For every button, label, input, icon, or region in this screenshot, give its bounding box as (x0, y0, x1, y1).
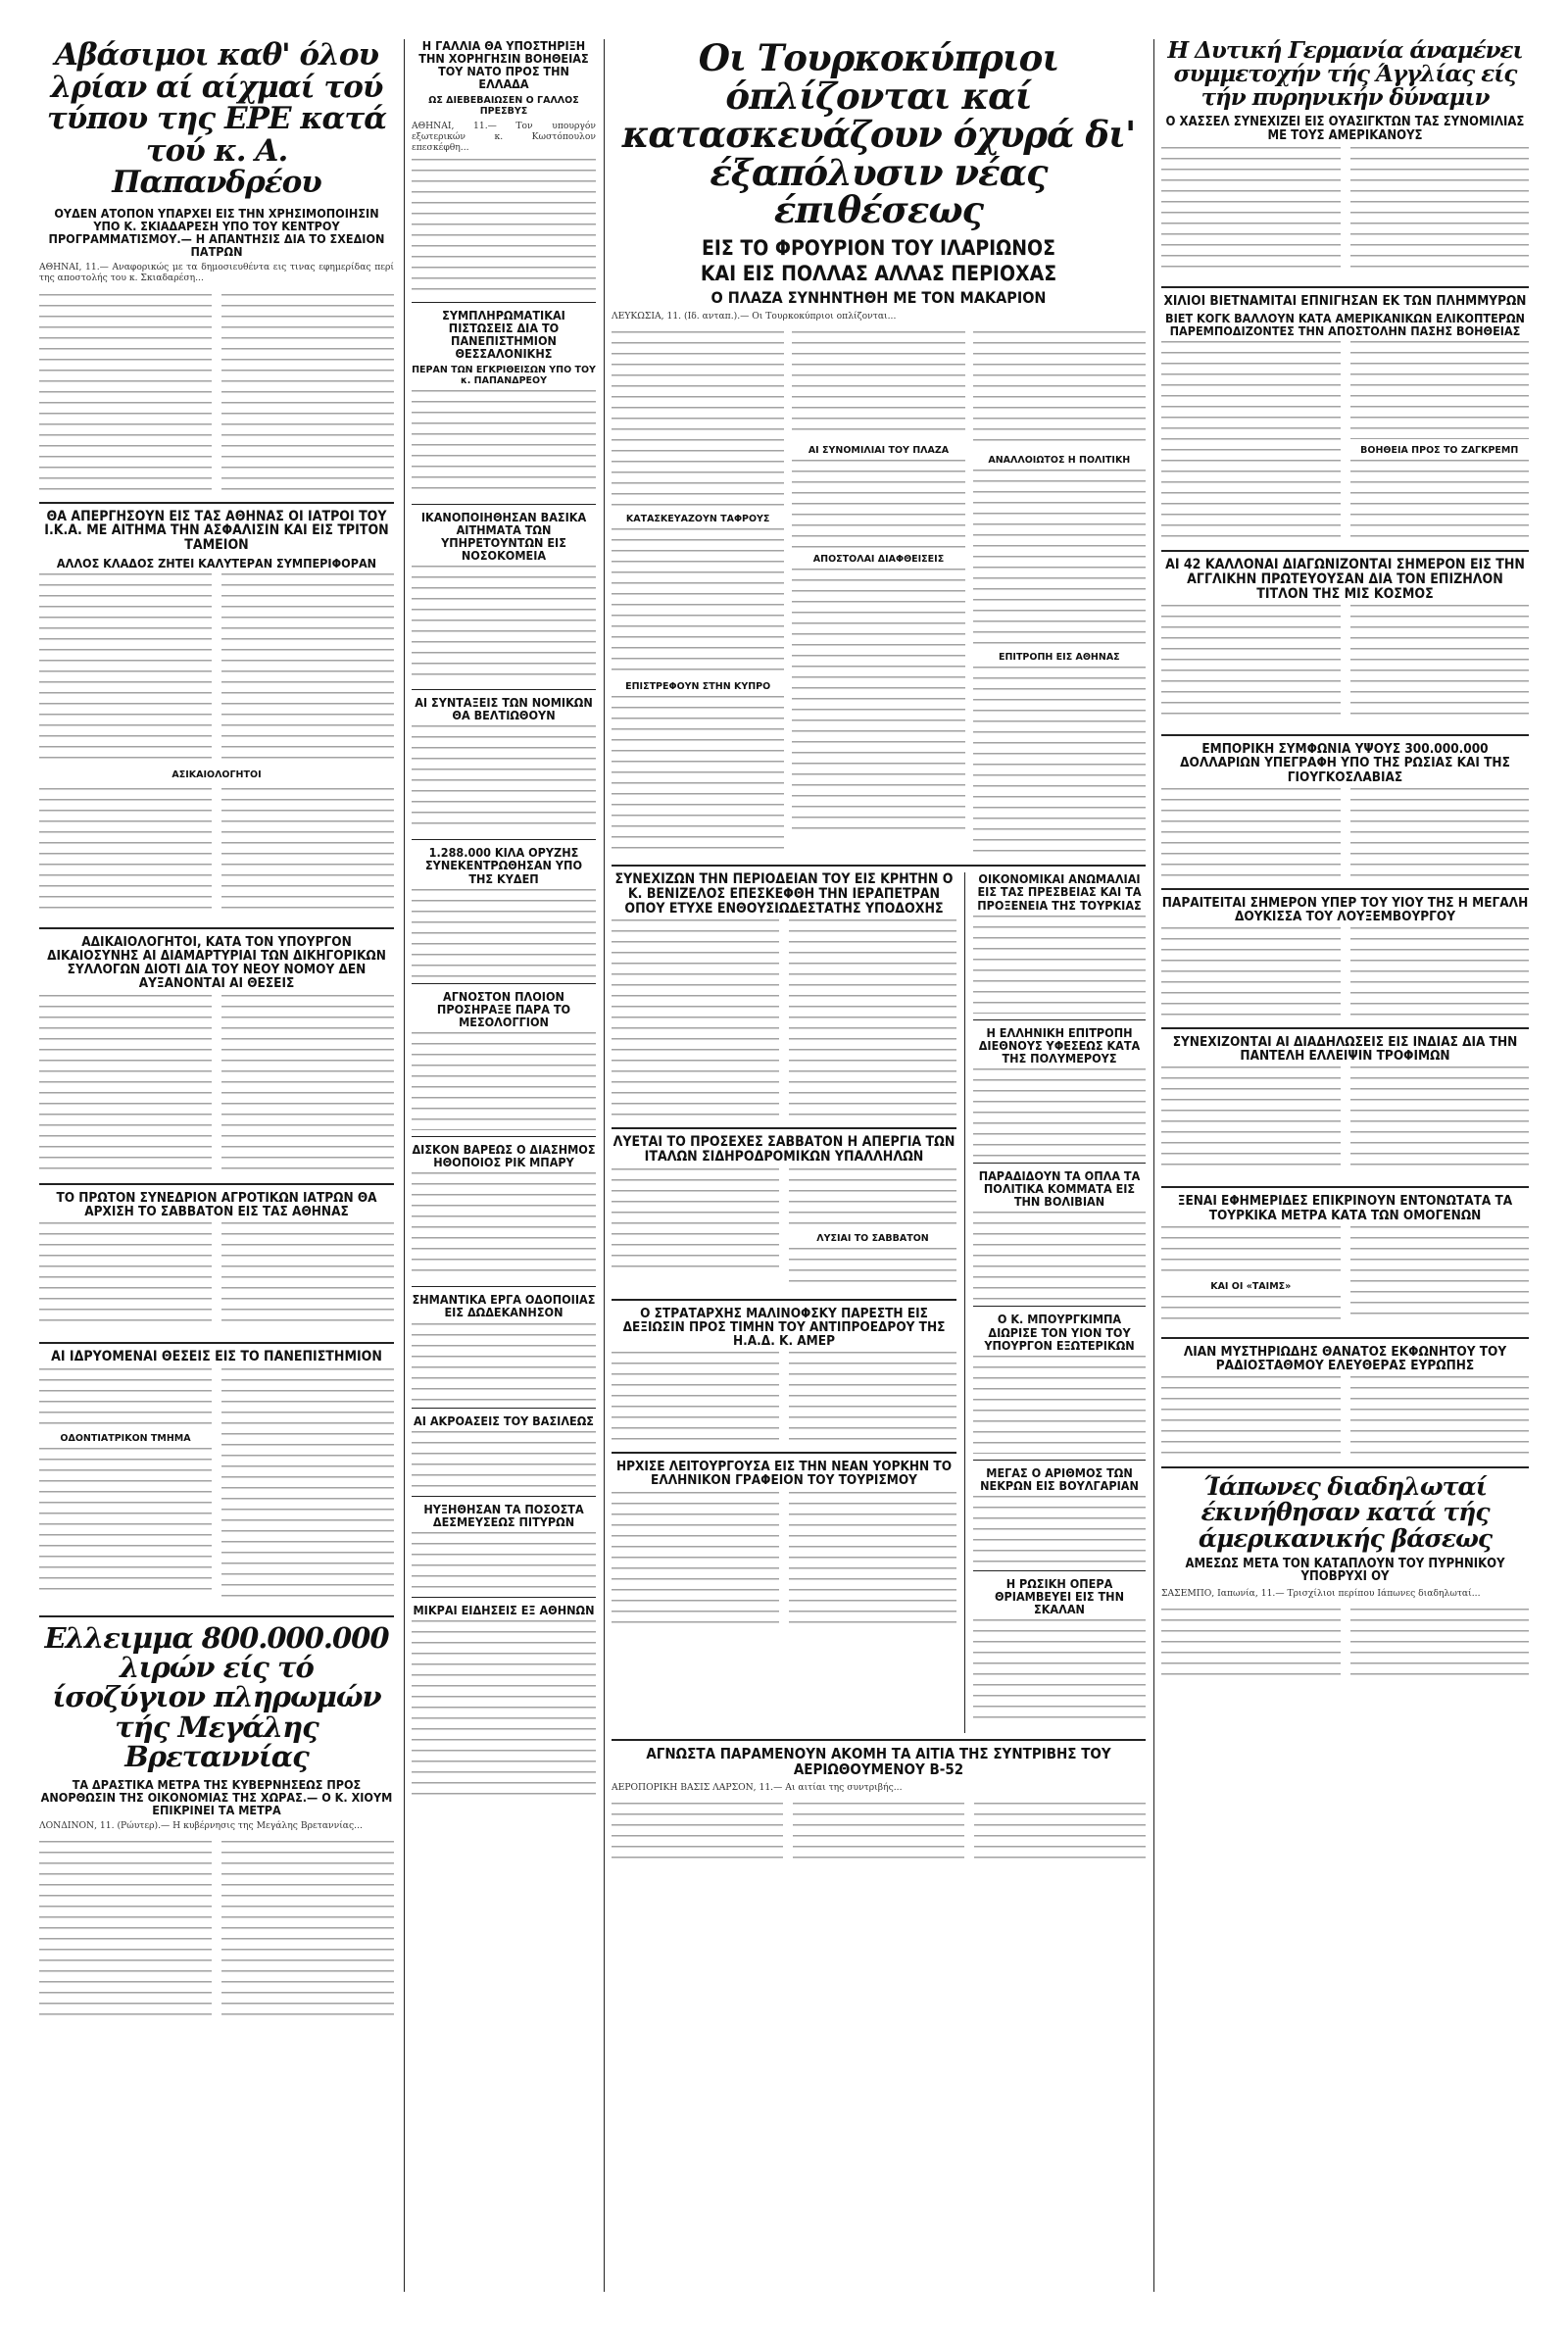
article-ere (39, 39, 394, 496)
headline-vietnam: ΧΙΛΙΟΙ ΒΙΕΤΝΑΜΙΤΑΙ ΕΠΝΙΓΗΣΑΝ ΕΚ ΤΩΝ ΠΛΗΜΜΥΡΩΝ (1163, 292, 1527, 309)
body-text (1350, 1609, 1530, 1677)
section-tag: ΑΣΙΚΑΙΟΛΟΓΗΤΟΙ (172, 769, 262, 780)
headline-radio: ΛΙΑΝ ΜΥΣΤΗΡΙΩΔΗΣ ΘΑΝΑΤΟΣ ΕΚΦΩΝΗΤΟΥ ΤΟΥ ΡΑΔΙΟΣΤΑΘΜΟΥ ΕΛΕΥΘΕΡΑΣ ΕΥΡΩΠΗΣ (1183, 1343, 1507, 1373)
body-text (1161, 341, 1341, 537)
section-tag: ΛΥΣΙΑΙ ΤΟ ΣΑΒΒΑΤΟΝ (816, 1232, 929, 1244)
article-press-turkey (1161, 1194, 1529, 1330)
body-text (412, 889, 596, 977)
article-trade (1161, 742, 1529, 882)
body-text (1350, 341, 1530, 439)
body-text (39, 788, 212, 916)
article-thessaloniki (412, 309, 596, 498)
body-text (1350, 605, 1530, 722)
headline-malinovsky: Ο ΣΤΡΑΤΑΡΧΗΣ ΜΑΛΙΝΟΦΣΚΥ ΠΑΡΕΣΤΗ ΕΙΣ ΔΕΞΙΩΣΙΝ ΠΡΟΣ ΤΙΜΗΝ ΤΟΥ ΑΝΤΙΠΡΟΕΔΡΟΥ ΤΗΣ Η.Α.Δ. Κ. ΑΜΕΡ (622, 1305, 946, 1350)
headline-b52: ΑΓΝΩΣΤΑ ΠΑΡΑΜΕΝΟΥΝ ΑΚΟΜΗ ΤΑ ΑΙΤΙΑ ΤΗΣ ΣΥΝΤΡΙΒΗΣ ΤΟΥ ΑΕΡΙΩΘΟΥΜΕΝΟΥ Β-52 (646, 1745, 1111, 1779)
body-text (973, 1496, 1146, 1564)
body-text (412, 1172, 596, 1280)
column-left (39, 39, 394, 2292)
headline-tourism: ΗΡΧΙΣΕ ΛΕΙΤΟΥΡΓΟΥΣΑ ΕΙΣ ΤΗΝ ΝΕΑΝ ΥΟΡΚΗΝ ΤΟ ΕΛΛΗΝΙΚΟΝ ΓΡΑΦΕΙΟΝ ΤΟΥ ΤΟΥΡΙΣΜΟΥ (615, 1459, 953, 1489)
article-hospitals (412, 511, 596, 684)
article-bourguiba (973, 1313, 1146, 1453)
section-tag: ΑΠΟΣΤΟΛΑΙ ΔΙΑΦΘΕΙΣΕΙΣ (812, 554, 945, 566)
article-rice (412, 846, 596, 976)
article-roads (412, 1293, 596, 1401)
subhead-france: ΩΣ ΔΙΕΒΕΒΑΙΩΣΕΝ Ο ΓΑΛΛΟΣ ΠΡΕΣΒΥΣ (428, 94, 579, 117)
body-text (793, 1803, 964, 1861)
headline-doctors: ΤΟ ΠΡΩΤΟΝ ΣΥΝΕΔΡΙΟΝ ΑΓΡΟΤΙΚΩΝ ΙΑΤΡΩΝ ΘΑ ΑΡΧΙΣΗ ΤΟ ΣΑΒΒΑΤΟΝ ΕΙΣ ΤΑΣ ΑΘΗΝΑΣ (56, 1189, 377, 1219)
body-text (1161, 605, 1341, 722)
headline-india: ΣΥΝΕΧΙΖΟΝΤΑΙ ΑΙ ΔΙΑΔΗΛΩΣΕΙΣ ΕΙΣ ΙΝΔΙΑΣ ΔΙΑ ΤΗΝ ΠΑΝΤΕΛΗ ΕΛΛΕΙΨΙΝ ΤΡΟΦΙΜΩΝ (1172, 1034, 1518, 1065)
article-doctors (39, 1191, 394, 1336)
body-text (1161, 927, 1341, 1016)
body-text (412, 566, 596, 683)
headline-small-news: ΜΙΚΡΑΙ ΕΙΔΗΣΕΙΣ ΕΞ ΑΘΗΝΩΝ (413, 1602, 595, 1617)
body-text (612, 1168, 779, 1276)
body-text (973, 1212, 1146, 1300)
body-text (792, 569, 964, 833)
body-text (1350, 1226, 1530, 1314)
headline-hospitals: ΙΚΑΝΟΠΟΙΗΘΗΣΑΝ ΒΑΣΙΚΑ ΑΙΤΗΜΑΤΑ ΤΩΝ ΥΠΗΡΕΤΟΥΝΤΩΝ ΕΙΣ ΝΟΣΟΚΟΜΕΙΑ (420, 509, 587, 563)
article-britain (39, 1620, 394, 2024)
article-ship (412, 990, 596, 1130)
subhead-ere: ΟΥΔΕΝ ΑΤΟΠΟΝ ΥΠΑΡΧΕΙ ΕΙΣ ΤΗΝ ΧΡΗΣΙΜΟΠΟΙΗΣΙΝ ΥΠΟ Κ. ΣΚΙΑΔΑΡΕΣΗ ΥΠΟ ΤΟΥ ΚΕΝΤΡΟΥ ΠΡΟΓΡΑΜΜΑΤΙΣΜΟΥ.— Η ΑΠΑΝΤΗΣΙΣ ΔΙΑ ΤΟ ΣΧΕΔΙΟΝ ΠΑΤΡΩΝ (48, 205, 385, 260)
body-text (789, 1168, 956, 1227)
body-text (1350, 788, 1530, 876)
article-bolivia (973, 1169, 1146, 1300)
headline-bolivia: ΠΑΡΑΔΙΔΟΥΝ ΤΑ ΟΠΛΑ ΤΑ ΠΟΛΙΤΙΚΑ ΚΟΜΜΑΤΑ ΕΙΣ ΤΗΝ ΒΟΛΙΒΙΑΝ (978, 1168, 1141, 1210)
article-malinovsky (612, 1307, 956, 1447)
body-text (973, 1356, 1146, 1454)
column-right (1161, 39, 1529, 2292)
body-text (412, 1032, 596, 1130)
body-text (973, 470, 1146, 646)
article-germany (1161, 39, 1529, 280)
headline-japan: Ίάπωνες διαδηλωταί έκινήθησαν κατά τής άμερικανικής βάσεως (1198, 1472, 1493, 1553)
article-b52 (612, 1747, 1146, 1867)
headline-bran: ΗΥΞΗΘΗΣΑΝ ΤΑ ΠΟΣΟΣΤΑ ΔΕΣΜΕΥΣΕΩΣ ΠΙΤΥΡΩΝ (423, 1501, 584, 1529)
body-text (612, 1803, 783, 1861)
body-text (789, 1492, 956, 1629)
body-text (221, 294, 394, 490)
column-second (412, 39, 596, 2292)
body-text (39, 573, 212, 760)
article-venizelos (612, 872, 956, 1121)
headline-cyprus: Οι Τουρκοκύπριοι όπλίζονται καί κατασκευάζουν όχυρά δι' έξαπόλυσιν νέας έπιθέσεως (621, 39, 1136, 232)
article-king (412, 1414, 596, 1490)
body-text (221, 995, 394, 1171)
headline-detente: Η ΕΛΛΗΝΙΚΗ ΕΠΙΤΡΟΠΗ ΔΙΕΘΝΟΥΣ ΥΦΕΣΕΩΣ ΚΑΤΑ ΤΗΣ ΠΟΛΥΜΕΡΟΥΣ (978, 1024, 1141, 1066)
subhead-cyprus-3: Ο ΠΛΑΖΑ ΣΥΝΗΝΤΗΘΗ ΜΕ ΤΟΝ ΜΑΚΑΡΙΟΝ (710, 288, 1047, 308)
body-ere-lead: ΑΘΗΝΑΙ, 11.— Αναφορικώς με τα δημοσιευθέντα εις τινας εφημερίδας περί της αποστολής του κ. Σκιαδαρέση... (39, 262, 394, 284)
body-france: ΑΘΗΝΑΙ, 11.— Τον υπουργόν εξωτερικών κ. Κωστόπουλον επεσκέφθη... (412, 120, 596, 153)
headline-lawyers: ΑΔΙΚΑΙΟΛΟΓΗΤΟΙ, ΚΑΤΑ ΤΟΝ ΥΠΟΥΡΓΟΝ ΔΙΚΑΙΟΣΥΝΗΣ ΑΙ ΔΙΑΜΑΡΤΥΡΙΑΙ ΤΩΝ ΔΙΚΗΓΟΡΙΚΩΝ ΣΥΛΛΟΓΩΝ ΔΙΟΤΙ ΔΙΑ ΤΟΥ ΝΕΟΥ ΝΟΜΟΥ ΔΕΝ ΑΥΞΑΝΟΝΤΑΙ ΑΙ ΘΕΣΕΙΣ (47, 933, 386, 992)
body-text (973, 331, 1146, 449)
body-text (1350, 460, 1530, 538)
body-text (973, 1619, 1146, 1727)
body-text (412, 1431, 596, 1490)
article-ika (39, 510, 394, 921)
subhead-germany: Ο ΧΑΣΣΕΛ ΣΥΝΕΧΙΖΕΙ ΕΙΣ ΟΥΑΣΙΓΚΤΩΝ ΤΑΣ ΣΥΝΟΜΙΛΙΑΣ ΜΕ ΤΟΥΣ ΑΜΕΡΙΚΑΝΟΥΣ (1165, 115, 1525, 144)
body-text (412, 1620, 596, 1797)
body-text (412, 1323, 596, 1402)
body-text (412, 725, 596, 833)
headline-bulgaria: ΜΕΓΑΣ Ο ΑΡΙΘΜΟΣ ΤΩΝ ΝΕΚΡΩΝ ΕΙΣ ΒΟΥΛΓΑΡΙΑΝ (980, 1464, 1139, 1493)
body-text (1161, 1296, 1341, 1325)
subhead-japan: ΑΜΕΣΩΣ ΜΕΤΑ ΤΟΝ ΚΑΤΑΠΛΟΥΝ ΤΟΥ ΠΥΡΗΝΙΚΟΥ ΥΠΟΒΡΥΧΙ ΟΥ (1185, 1556, 1505, 1585)
column-rule (1153, 39, 1154, 2292)
body-text (412, 1532, 596, 1591)
body-text (973, 667, 1146, 853)
body-text (1161, 1226, 1341, 1275)
headline-ika: ΘΑ ΑΠΕΡΓΗΣΟΥΝ ΕΙΣ ΤΑΣ ΑΘΗΝΑΣ ΟΙ ΙΑΤΡΟΙ ΤΟΥ Ι.Κ.Α. ΜΕ ΑΙΤΗΜΑ ΤΗΝ ΑΣΦΑΛΙΣΙΝ ΚΑΙ ΕΙΣ ΤΡΙΤΟΝ ΤΑΜΕΙΟΝ (44, 508, 389, 554)
body-text (612, 331, 784, 508)
headline-ship: ΑΓΝΟΣΤΟΝ ΠΛΟΙΟΝ ΠΡΟΣΗΡΑΞΕ ΠΑΡΑ ΤΟ ΜΕΣΟΛΟΓΓΙΟΝ (436, 988, 571, 1029)
body-text (221, 573, 394, 760)
subhead-britain: ΤΑ ΔΡΑΣΤΙΚΑ ΜΕΤΡΑ ΤΗΣ ΚΥΒΕΡΝΗΣΕΩΣ ΠΡΟΣ ΑΝΟΡΘΩΣΙΝ ΤΗΣ ΟΙΚΟΝΟΜΙΑΣ ΤΗΣ ΧΩΡΑΣ.— Ο Κ. ΧΙΟΥΜ ΕΠΙΚΡΙΝΕΙ ΤΑ ΜΕΤΡΑ (40, 1776, 393, 1817)
body-text (792, 460, 964, 548)
article-cyprus (612, 39, 1146, 859)
headline-trade: ΕΜΠΟΡΙΚΗ ΣΥΜΦΩΝΙΑ ΥΨΟΥΣ 300.000.000 ΔΟΛΛΑΡΙΩΝ ΥΠΕΓΡΑΦΗ ΥΠΟ ΤΗΣ ΡΩΣΙΑΣ ΚΑΙ ΤΗΣ ΓΙΟΥΓΚΟΣΛΑΒΙΑΣ (1180, 741, 1510, 785)
body-text (974, 1803, 1146, 1861)
body-text (39, 1222, 212, 1330)
subhead-cyprus-2: ΚΑΙ ΕΙΣ ΠΟΛΛΑΣ ΑΛΛΑΣ ΠΕΡΙΟΧΑΣ (700, 262, 1057, 286)
headline-ere: Αβάσιμοι καθ' όλου λρίαν αί αίχμαί τού τύπου της ΕΡΕ κατά τού κ. Α. Παπανδρέου (46, 39, 387, 201)
article-radio (1161, 1345, 1529, 1461)
article-small-news (412, 1604, 596, 1797)
subhead-thessaloniki: ΠΕΡΑΝ ΤΩΝ ΕΓΚΡΙΘΕΙΣΩΝ ΥΠΟ ΤΟΥ κ. ΠΑΠΑΝΔΡΕΟΥ (412, 364, 596, 386)
headline-germany: Η Δυτική Γερμανία άναμένει συμμετοχήν τής Άγγλίας είς τήν πυρηνικήν δύναμιν (1167, 39, 1523, 112)
article-lawyers-pension (412, 696, 596, 833)
headline-opera: Η ΡΩΣΙΚΗ ΟΠΕΡΑ ΘΡΙΑΜΒΕΥΕΙ ΕΙΣ ΤΗΝ ΣΚΑΛΑΝ (994, 1576, 1124, 1617)
article-vietnam (1161, 294, 1529, 544)
subhead-vietnam: ΒΙΕΤ ΚΟΓΚ ΒΑΛΛΟΥΝ ΚΑΤΑ ΑΜΕΡΙΚΑΝΙΚΩΝ ΕΛΙΚΟΠΤΕΡΩΝ ΠΑΡΕΜΠΟΔΙΖΟΝΤΕΣ ΤΗΝ ΑΠΟΣΤΟΛΗΝ ΠΑΣΗΣ ΒΟΗΘΕΙΑΣ (1165, 310, 1525, 338)
article-france (412, 39, 596, 296)
headline-thessaloniki: ΣΥΜΠΛΗΡΩΜΑΤΙΚΑΙ ΠΙΣΤΩΣΕΙΣ ΔΙΑ ΤΟ ΠΑΝΕΠΙΣΤΗΜΙΟΝ ΘΕΣΣΑΛΟΝΙΚΗΣ (442, 308, 565, 362)
body-text (221, 1368, 394, 1604)
headline-king: ΑΙ ΑΚΡΟΑΣΕΙΣ ΤΟΥ ΒΑΣΙΛΕΩΣ (414, 1413, 594, 1428)
body-text (1161, 1376, 1341, 1455)
body-text (789, 919, 956, 1116)
body-text (792, 331, 964, 439)
column-rule (604, 39, 605, 2292)
headline-rice: 1.288.000 ΚΙΛΑ ΟΡΥΖΗΣ ΣΥΝΕΚΕΝΤΡΩΘΗΣΑΝ ΥΠΟ ΤΗΣ ΚΥΔΕΠ (425, 845, 582, 886)
section-tag: ΑΙ ΣΥΝΟΜΙΛΙΑΙ ΤΟΥ ΠΛΑΖΑ (808, 445, 950, 457)
subhead-cyprus-1: ΕΙΣ ΤΟ ΦΡΟΥΡΙΟΝ ΤΟΥ ΙΛΑΡΙΩΝΟΣ (701, 236, 1056, 261)
body-text (1161, 1066, 1341, 1174)
headline-miss-world: ΑΙ 42 ΚΑΛΛΟΝΑΙ ΔΙΑΓΩΝΙΖΟΝΤΑΙ ΣΗΜΕΡΟΝ ΕΙΣ ΤΗΝ ΑΓΓΛΙΚΗΝ ΠΡΩΤΕΥΟΥΣΑΝ ΔΙΑ ΤΟΝ ΕΠΙΖΗΛΟΝ ΤΙΤΛΟΝ ΤΗΣ ΜΙΣ ΚΟΣΜΟΣ (1165, 557, 1525, 602)
body-text (612, 1352, 779, 1440)
body-text (1350, 927, 1530, 1016)
article-detente (973, 1026, 1146, 1157)
article-actor (412, 1143, 596, 1280)
body-text (39, 995, 212, 1171)
body-text (221, 788, 394, 916)
headline-france: Η ΓΑΛΛΙΑ ΘΑ ΥΠΟΣΤΗΡΙΞΗ ΤΗΝ ΧΟΡΗΓΗΣΙΝ ΒΟΗΘΕΙΑΣ ΤΟΥ ΝΑΤΟ ΠΡΟΣ ΤΗΝ ΕΛΛΑΔΑ (418, 39, 589, 92)
section-tag: ΚΑΤΑΣΚΕΥΑΖΟΥΝ ΤΑΦΡΟΥΣ (625, 514, 770, 525)
body-text (221, 1841, 394, 2017)
article-italy-strike (612, 1135, 956, 1292)
headline-roads: ΣΗΜΑΝΤΙΚΑ ΕΡΓΑ ΟΔΟΠΟΙΙΑΣ ΕΙΣ ΔΩΔΕΚΑΝΗΣΟΝ (412, 1292, 596, 1320)
body-text (789, 1248, 956, 1287)
headline-turkey-embassy: ΟΙΚΟΝΟΜΙΚΑΙ ΑΝΩΜΑΛΙΑΙ ΕΙΣ ΤΑΣ ΠΡΕΣΒΕΙΑΣ ΚΑΙ ΤΑ ΠΡΟΞΕΝΕΙΑ ΤΗΣ ΤΟΥΡΚΙΑΣ (977, 871, 1142, 913)
headline-britain: Ελλειμμα 800.000.000 λιρών είς τό ίσοζύγιον πληρωμών τής Μεγάλης Βρεταννίας (44, 1620, 389, 1774)
body-text (39, 1841, 212, 2017)
article-bulgaria (973, 1466, 1146, 1564)
article-bran (412, 1503, 596, 1591)
section-tag: ΚΑΙ ΟΙ «ΤΑΙΜΣ» (1210, 1280, 1292, 1292)
headline-lawyers-pension: ΑΙ ΣΥΝΤΑΞΕΙΣ ΤΩΝ ΝΟΜΙΚΩΝ ΘΑ ΒΕΛΤΙΩΘΟΥΝ (415, 695, 593, 723)
body-text (612, 919, 779, 1116)
body-britain-lead: ΛΟΝΔΙΝΟΝ, 11. (Ρώυτερ).— Η κυβέρνησις της Μεγάλης Βρεταννίας... (39, 1820, 363, 1832)
headline-italy-strike: ΛΥΕΤΑΙ ΤΟ ΠΡΟΣΕΧΕΣ ΣΑΒΒΑΤΟΝ Η ΑΠΕΡΓΙΑ ΤΩΝ ΙΤΑΛΩΝ ΣΙΔΗΡΟΔΡΟΜΙΚΩΝ ΥΠΑΛΛΗΛΩΝ (612, 1134, 956, 1166)
section-tag: ΕΠΙΤΡΟΠΗ ΕΙΣ ΑΘΗΝΑΣ (998, 652, 1120, 664)
headline-luxembourg: ΠΑΡΑΙΤΕΙΤΑΙ ΣΗΜΕΡΟΝ ΥΠΕΡ ΤΟΥ ΥΙΟΥ ΤΗΣ Η ΜΕΓΑΛΗ ΔΟΥΚΙΣΣΑ ΤΟΥ ΛΟΥΞΕΜΒΟΥΡΓΟΥ (1161, 894, 1529, 924)
body-text (1161, 1609, 1341, 1677)
body-text (39, 1448, 212, 1595)
body-text (39, 1368, 212, 1427)
subhead-ika: ΑΛΛΟΣ ΚΛΑΔΟΣ ΖΗΤΕΙ ΚΑΛΥΤΕΡΑΝ ΣΥΜΠΕΡΙΦΟΡΑΝ (56, 555, 377, 570)
column-center (612, 39, 1146, 2292)
article-japan (1161, 1474, 1529, 1683)
section-tag: ΒΟΗΘΕΙΑ ΠΡΟΣ ΤΟ ΖΑΓΚΡΕΜΠ (1360, 445, 1519, 457)
section-tag: ΑΝΑΛΛΟΙΩΤΟΣ Η ΠΟΛΙΤΙΚΗ (988, 455, 1131, 467)
article-luxembourg (1161, 896, 1529, 1021)
article-university (39, 1350, 394, 1610)
body-text (612, 1492, 779, 1629)
body-text (1350, 1376, 1530, 1455)
body-cyprus-lead: ΛΕΥΚΩΣΙΑ, 11. (Ιδ. ανταπ.).— Οι Τουρκοκύπριοι οπλίζονται... (612, 311, 897, 322)
article-lawyers (39, 935, 394, 1177)
body-text (973, 916, 1146, 1014)
article-miss-world (1161, 558, 1529, 728)
section-tag: ΟΔΟΝΤΙΑΤΡΙΚΟΝ ΤΜΗΜΑ (60, 1432, 191, 1444)
article-opera (973, 1577, 1146, 1727)
body-japan-lead: ΣΑΣΕΜΠΟ, Ιαπωνία, 11.— Τρισχίλιοι περίπου Ιάπωνες διαδηλωταί... (1161, 1588, 1481, 1600)
body-text (612, 696, 784, 853)
headline-bourguiba: Ο Κ. ΜΠΟΥΡΓΚΙΜΠΑ ΔΙΩΡΙΣΕ ΤΟΝ ΥΙΟΝ ΤΟΥ ΥΠΟΥΡΓΟΝ ΕΞΩΤΕΡΙΚΩΝ (984, 1312, 1135, 1353)
body-text (221, 1222, 394, 1330)
body-b52-lead: ΑΕΡΟΠΟΡΙΚΗ ΒΑΣΙΣ ΛΑΡΣΟΝ, 11.— Αι αιτίαι της συντριβής... (612, 1781, 903, 1793)
body-text (412, 390, 596, 498)
headline-press-turkey: ΞΕΝΑΙ ΕΦΗΜΕΡΙΔΕΣ ΕΠΙΚΡΙΝΟΥΝ ΕΝΤΟΝΩΤΑΤΑ ΤΑ ΤΟΥΡΚΙΚΑ ΜΕΤΡΑ ΚΑΤΑ ΤΩΝ ΟΜΟΓΕΝΩΝ (1177, 1193, 1513, 1223)
headline-venizelos: ΣΥΝΕΧΙΖΩΝ ΤΗΝ ΠΕΡΙΟΔΕΙΑΝ ΤΟΥ ΕΙΣ ΚΡΗΤΗΝ Ο Κ. ΒΕΝΙΖΕΛΟΣ ΕΠΕΣΚΕΦΘΗ ΤΗΝ ΙΕΡΑΠΕΤΡΑΝ ΟΠΟΥ ΕΤΥΧΕ ΕΝΘΟΥΣΙΩΔΕΣΤΑΤΗΣ ΥΠΟΔΟΧΗΣ (614, 871, 954, 917)
body-text (1350, 147, 1530, 274)
body-text (412, 159, 596, 296)
body-text (973, 1068, 1146, 1157)
column-rule (404, 39, 405, 2292)
headline-university: ΑΙ ΙΔΡΥΟΜΕΝΑΙ ΘΕΣΕΙΣ ΕΙΣ ΤΟ ΠΑΝΕΠΙΣΤΗΜΙΟΝ (51, 1348, 382, 1364)
body-text (1161, 788, 1341, 876)
body-text (789, 1352, 956, 1440)
body-text (1161, 147, 1341, 274)
headline-actor: ΔΙΣΚΟΝ ΒΑΡΕΩΣ Ο ΔΙΑΣΗΜΟΣ ΗΘΟΠΟΙΟΣ ΡΙΚ ΜΠΑΡΥ (412, 1142, 596, 1170)
article-india (1161, 1035, 1529, 1180)
body-text (39, 294, 212, 490)
body-text (1350, 1066, 1530, 1174)
article-turkey-embassy (973, 872, 1146, 1013)
section-tag: ΕΠΙΣΤΡΕΦΟΥΝ ΣΤΗΝ ΚΥΠΡΟ (625, 681, 771, 693)
body-text (612, 528, 784, 675)
article-tourism (612, 1460, 956, 1634)
